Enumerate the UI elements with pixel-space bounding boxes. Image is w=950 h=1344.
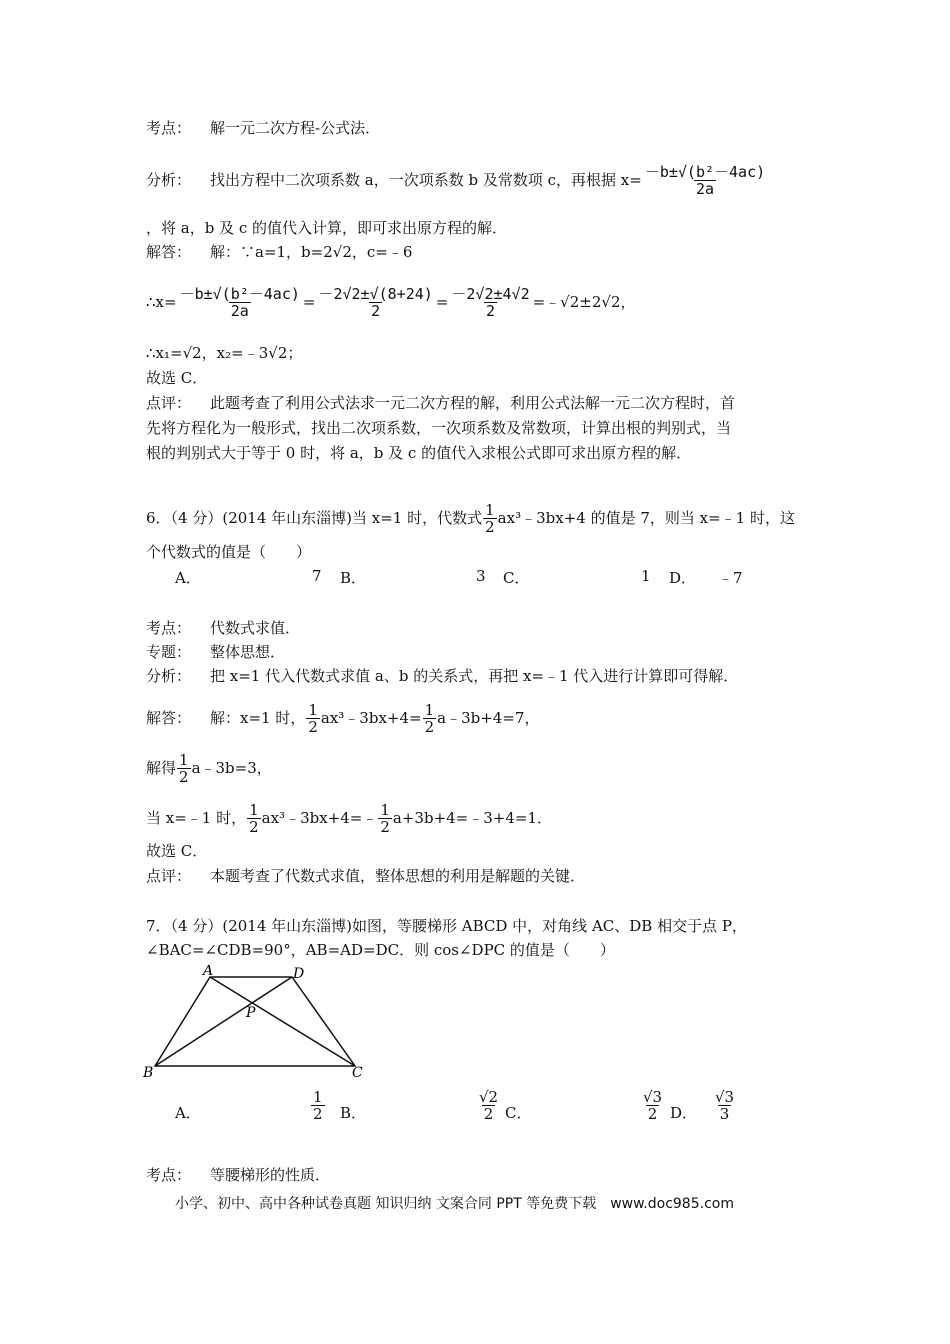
vertex-label-a: A xyxy=(203,965,214,979)
q6-fenxi: 分析： 把 x=1 代入代数式求值 a、b 的关系式，再把 x=﹣1 代入进行计算即可得解． xyxy=(146,667,739,685)
q6-option-b-value: 3 xyxy=(476,567,486,585)
q6-stem-2: 个代数式的值是（ ） xyxy=(146,543,312,561)
diagonal-ac xyxy=(210,977,355,1066)
q6-zhuanti: 专题： 整体思想． xyxy=(146,643,286,661)
vertex-label-d: D xyxy=(293,966,305,982)
q7-option-c[interactable]: C． xyxy=(505,1104,532,1122)
point-label-p: P xyxy=(246,1005,256,1021)
q5-dianping-1: 点评： 此题考查了利用公式法求一元二次方程的解，利用公式法解一元二次方程时，首 xyxy=(146,394,736,412)
q7-option-a-value: $\frac{1}{2}$ xyxy=(313,1088,323,1123)
q7-kaodian: 考点： 等腰梯形的性质． xyxy=(146,1166,331,1184)
q6-dang: 当 x=﹣1 时， $\frac{1}{2}$ ax³﹣3bx+4=﹣ $\frac{1}{2}$ a+3b+4=﹣3+4=1． xyxy=(146,801,553,836)
q5-fenxi-cont: ，将 a，b 及 c 的值代入计算，即可求出原方程的解． xyxy=(146,219,508,237)
q6-option-a-value: 7 xyxy=(312,567,322,585)
q7-option-a[interactable]: A． xyxy=(175,1104,201,1122)
vertex-label-b: B xyxy=(143,1065,154,1081)
q7-stem-1: 7．（4 分）(2014 年山东淄博)如图，等腰梯形 ABCD 中，对角线 AC、DB 相交于点 P， xyxy=(146,917,747,935)
trapezoid-figure xyxy=(140,965,380,1083)
q5-step1: ∴x= $\frac{\text{－b±√(b²－4ac)}}{2a}$ = $\frac{-2√2\pm√(8+24)}{2}$ = $\frac{-2√2\pm 4√2}{2}$ =﹣√2±2√2， xyxy=(146,285,636,320)
q6-stem-1: 6．（4 分）(2014 年山东淄博)当 x=1 时，代数式 $\frac{1}{2}$ ax³﹣3bx+4 的值是 7，则当 x=﹣1 时，这 xyxy=(146,501,795,536)
quadratic-formula: $\frac{\text{－b±√(b²－4ac)}}{2a}$ xyxy=(644,163,766,198)
q7-option-d-value: $\frac{√3}{3}$ xyxy=(715,1088,735,1123)
page-footer: 小学、初中、高中各种试卷真题 知识归纳 文案合同 PPT 等免费下载 www.doc985.com xyxy=(175,1196,734,1212)
q6-option-b[interactable]: B． xyxy=(340,569,367,587)
q6-dianping: 点评： 本题考查了代数式求值，整体思想的利用是解题的关键． xyxy=(146,867,586,885)
q6-choose: 故选 C． xyxy=(146,842,208,860)
q5-jieda: 解答： 解：∵a=1，b=2√2，c=﹣6 xyxy=(146,243,413,261)
q6-jieda: 解答： 解：x=1 时， $\frac{1}{2}$ ax³﹣3bx+4= $\frac{1}{2}$ a﹣3b+4=7， xyxy=(146,701,540,736)
q6-jiede: 解得 $\frac{1}{2}$ a﹣3b=3， xyxy=(146,751,272,786)
q5-choose: 故选 C． xyxy=(146,369,208,387)
q5-roots: ∴x₁=√2，x₂=﹣3√2； xyxy=(146,344,303,362)
trapezoid-outline xyxy=(155,977,355,1066)
diagonal-db xyxy=(155,977,292,1066)
q7-option-d[interactable]: D． xyxy=(670,1104,698,1122)
q6-kaodian: 考点： 代数式求值． xyxy=(146,619,301,637)
q5-kaodian: 考点： 解一元二次方程-公式法． xyxy=(146,119,381,137)
q6-option-a[interactable]: A． xyxy=(175,569,201,587)
q6-option-c[interactable]: C． xyxy=(503,569,530,587)
vertex-label-c: C xyxy=(352,1065,363,1081)
q5-fenxi: 分析： 找出方程中二次项系数 a，一次项系数 b 及常数项 c，再根据 x= $\frac{\text{－b±√(b²－4ac)}}{2a}$ xyxy=(146,163,766,198)
q7-option-c-value: $\frac{√3}{2}$ xyxy=(643,1088,663,1123)
q5-dianping-2: 先将方程化为一般形式，找出二次项系数，一次项系数及常数项，计算出根的判别式，当 xyxy=(146,419,732,437)
q6-option-c-value: 1 xyxy=(641,567,651,585)
q7-stem-2: ∠BAC=∠CDB=90°，AB=AD=DC．则 cos∠DPC 的值是（ ） xyxy=(146,941,615,959)
q7-option-b-value: $\frac{√2}{2}$ xyxy=(479,1088,499,1123)
q6-option-d[interactable]: D． xyxy=(669,569,697,587)
q6-option-d-value: ﹣7 xyxy=(718,569,743,587)
q7-option-b[interactable]: B． xyxy=(340,1104,367,1122)
q5-dianping-3: 根的判别式大于等于 0 时，将 a，b 及 c 的值代入求根公式即可求出原方程的解． xyxy=(146,444,692,462)
